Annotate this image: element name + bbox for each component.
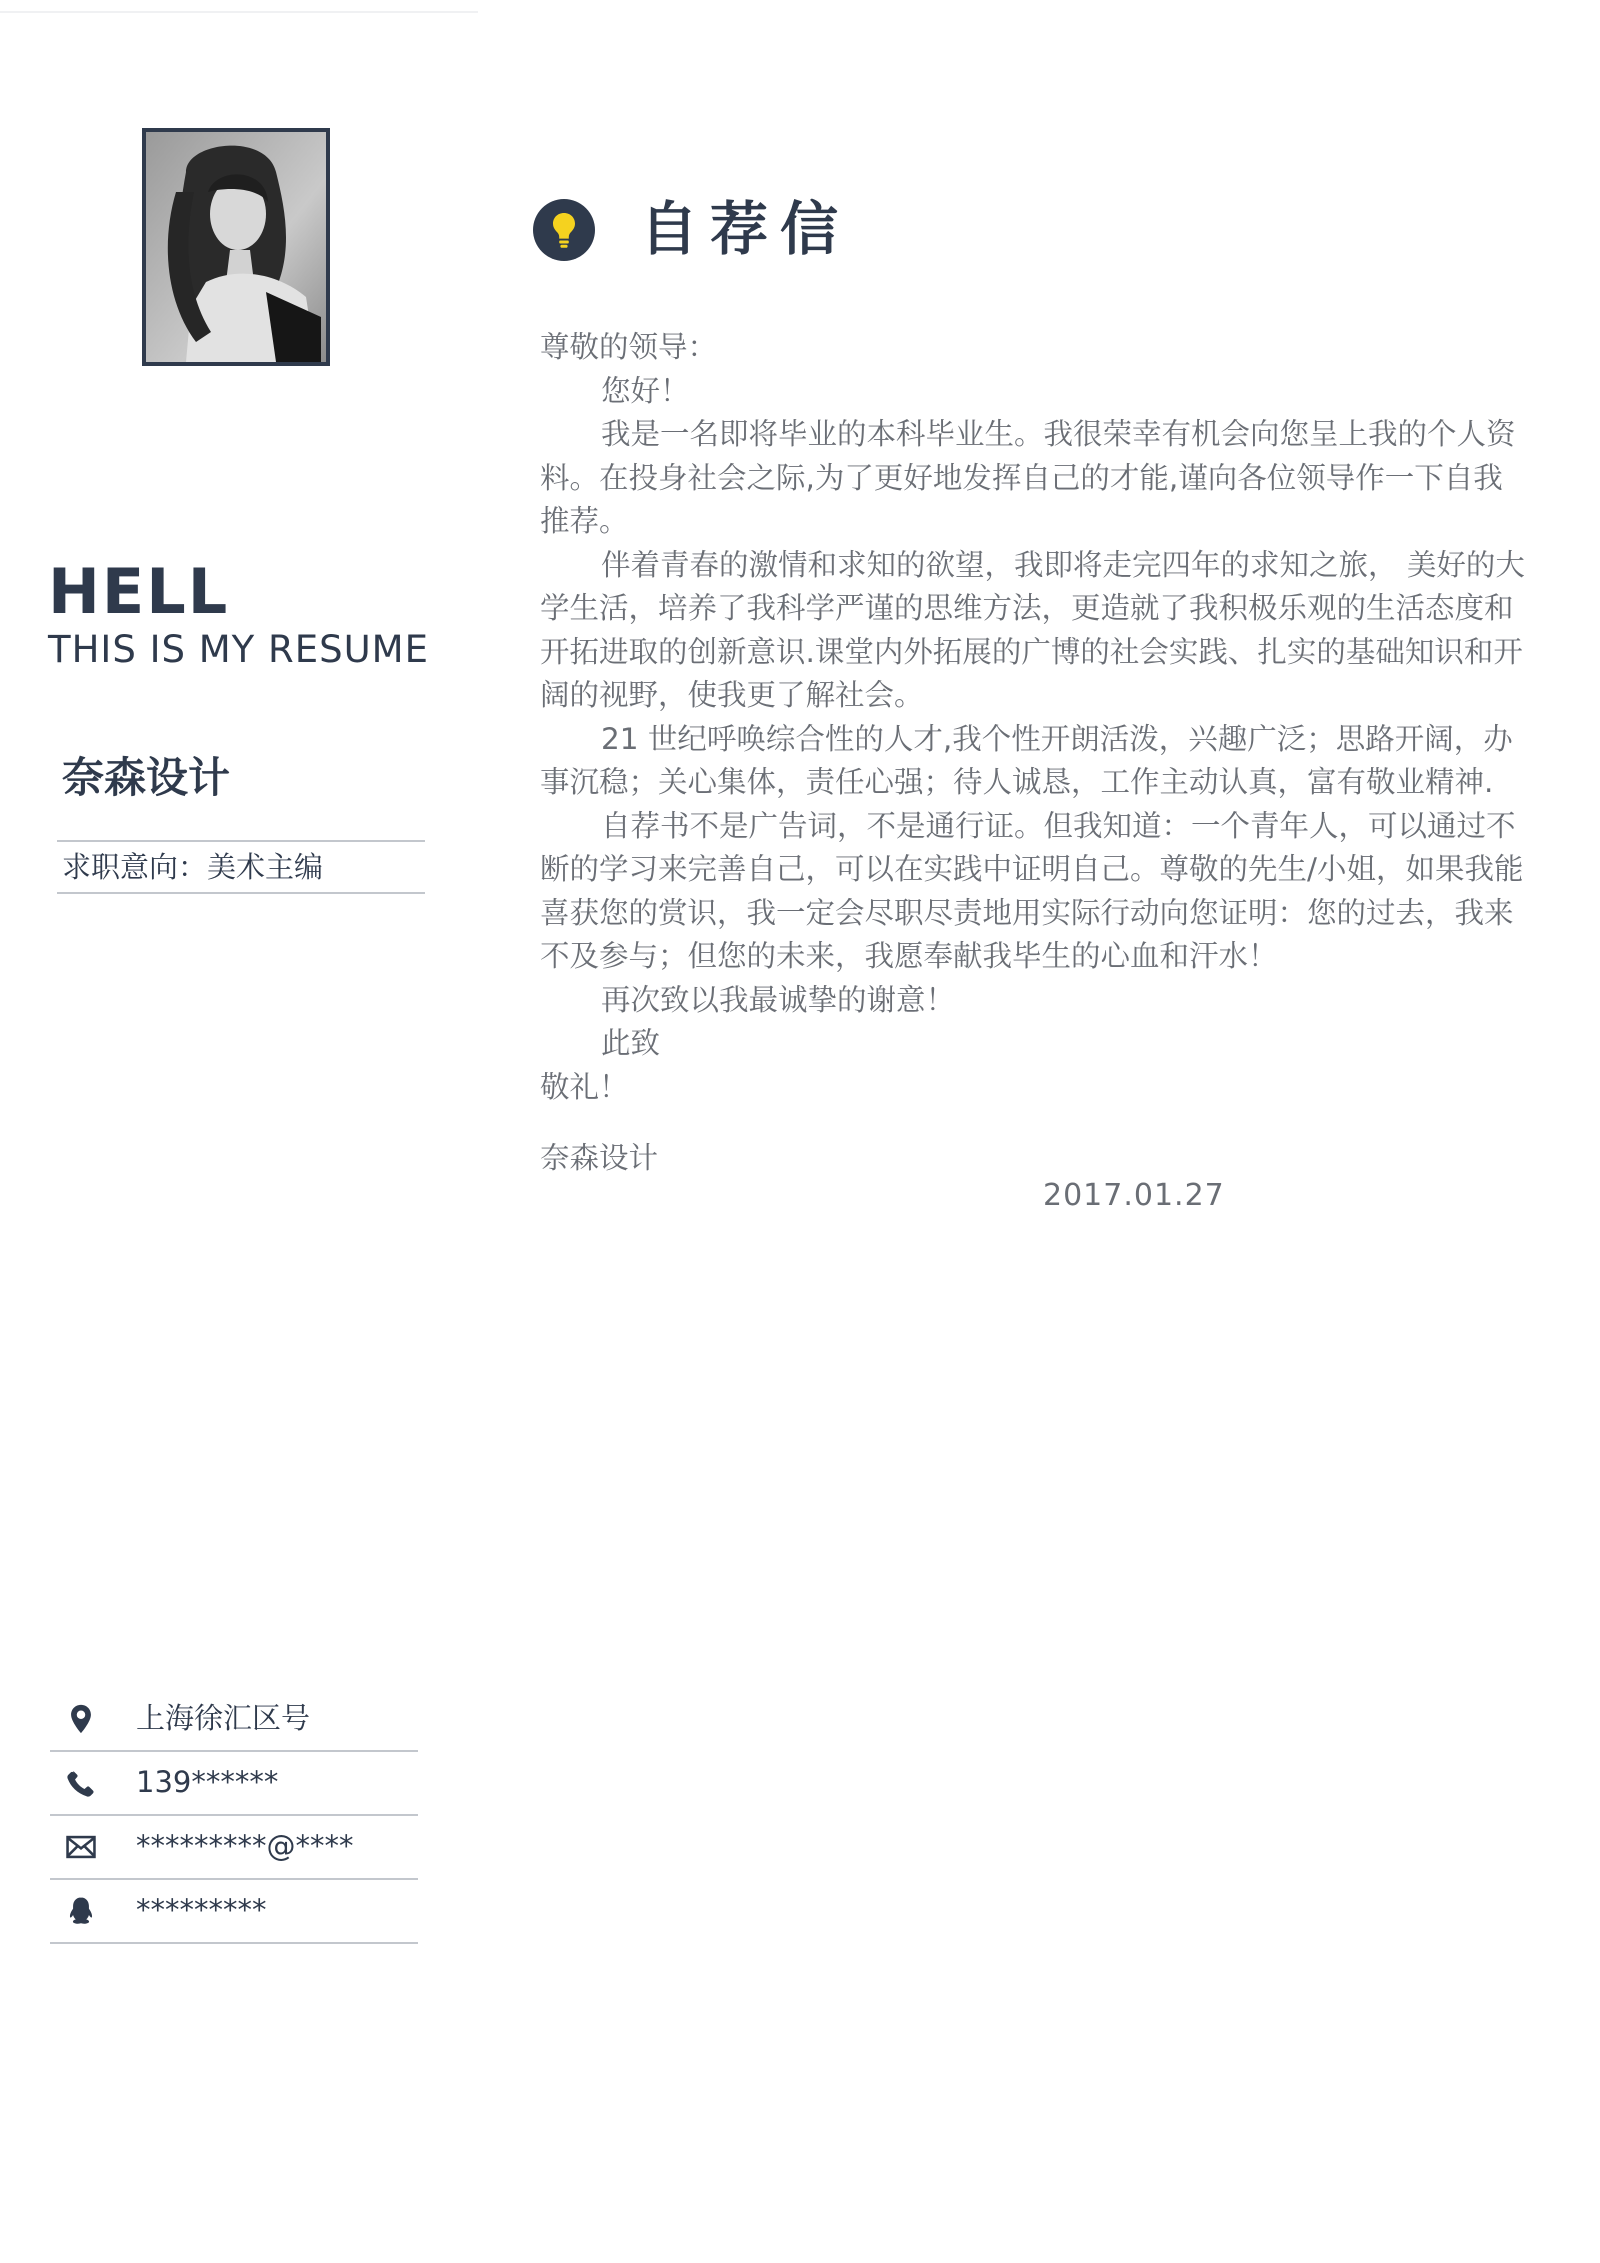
letter-signature: 奈森设计	[540, 1141, 659, 1175]
resume-subtitle: THIS IS MY RESUME	[48, 628, 429, 671]
letter-greeting: 您好！	[601, 373, 690, 408]
qq-penguin-icon	[64, 1894, 98, 1928]
profile-photo	[142, 128, 330, 366]
contact-list	[50, 1688, 418, 1944]
job-intention: 求职意向：美术主编	[62, 850, 324, 884]
lightbulb-icon	[532, 198, 596, 262]
letter-thanks: 再次致以我最诚挚的谢意！	[601, 982, 956, 1017]
location-pin-icon	[64, 1702, 98, 1736]
letter-salutation: 尊敬的领导：	[540, 330, 718, 364]
phone-icon	[64, 1766, 98, 1800]
contact-email	[50, 1816, 418, 1880]
letter-closing: 此致	[601, 1026, 661, 1060]
qq-text: *********	[136, 1893, 267, 1927]
divider	[57, 892, 425, 894]
contact-qq	[50, 1880, 418, 1944]
email-text: *********@****	[136, 1829, 354, 1863]
cover-letter-body	[540, 326, 1530, 1109]
resume-headline: HELL	[48, 555, 230, 628]
letter-paragraph: 我是一名即将毕业的本科毕业生。我很荣幸有机会向您呈上我的个人资料。在投身社会之际,为了更好地发挥自己的才能,谨向各位领导作一下自我推荐。	[540, 417, 1516, 538]
candidate-name: 奈森设计	[62, 753, 231, 802]
letter-paragraph: 伴着青春的激情和求知的欲望，我即将走完四年的求知之旅， 美好的大学生活，培养了我科学严谨的思维方法，更造就了我积极乐观的生活态度和开拓进取的创新意识.课堂内外拓展的广博的社会实践、扎实的基础知识和开阔的视野，使我更了解社会。	[540, 547, 1525, 712]
letter-date: 2017.01.27	[1043, 1178, 1225, 1213]
page-title: 自荐信	[640, 195, 851, 263]
top-divider	[0, 11, 478, 13]
divider	[57, 840, 425, 842]
contact-address	[50, 1688, 418, 1752]
contact-phone	[50, 1752, 418, 1816]
letter-paragraph: 21 世纪呼唤综合性的人才,我个性开朗活泼，兴趣广泛；思路开阔，办事沉稳；关心集体，责任心强；待人诚恳，工作主动认真，富有敬业精神.	[540, 721, 1513, 799]
letter-paragraph: 自荐书不是广告词，不是通行证。但我知道：一个青年人，可以通过不断的学习来完善自己，可以在实践中证明自己。尊敬的先生/小姐，如果我能喜获您的赏识，我一定会尽职尽责地用实际行动向您证明：您的过去，我来不及参与；但您的未来，我愿奉献我毕生的心血和汗水！	[540, 808, 1524, 973]
letter-regards: 敬礼！	[540, 1069, 629, 1104]
envelope-icon	[64, 1830, 98, 1864]
address-text: 上海徐汇区号	[136, 1701, 311, 1735]
phone-text: 139******	[136, 1765, 279, 1799]
